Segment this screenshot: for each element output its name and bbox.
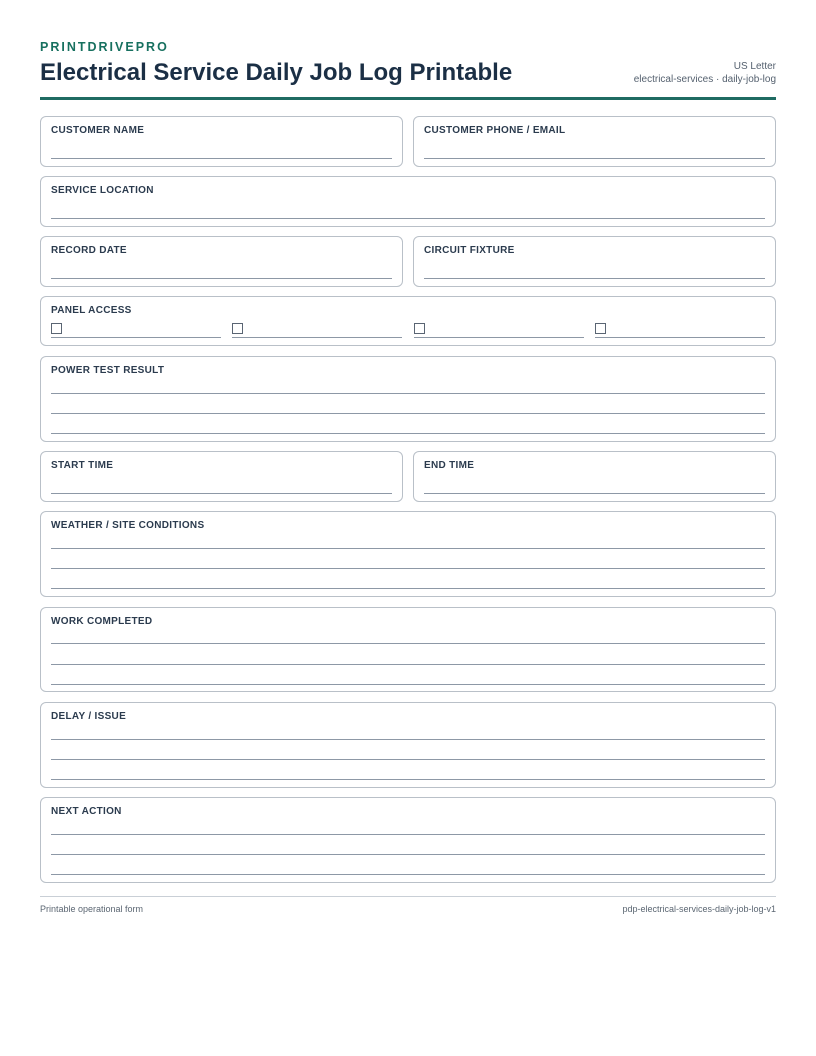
write-line[interactable] [51, 433, 765, 434]
field-label: SERVICE LOCATION [51, 185, 154, 196]
field-label: START TIME [51, 460, 114, 471]
write-line[interactable] [51, 643, 765, 644]
write-line[interactable] [424, 158, 765, 159]
checkbox[interactable] [51, 323, 62, 334]
write-line[interactable] [51, 158, 392, 159]
header-divider [40, 97, 776, 100]
circuit-fixture-field[interactable] [413, 236, 776, 287]
breadcrumb: electrical-services · daily-job-log [633, 74, 776, 85]
write-line[interactable] [51, 393, 765, 394]
write-line[interactable] [51, 684, 765, 685]
write-line[interactable] [51, 664, 765, 665]
write-line[interactable] [51, 588, 765, 589]
write-line[interactable] [51, 874, 765, 875]
field-label: CIRCUIT FIXTURE [424, 245, 515, 256]
field-label: POWER TEST RESULT [51, 365, 165, 376]
brand-logo: PRINTDRIVEPRO [40, 40, 169, 54]
document-meta [634, 60, 776, 86]
weather-site-field[interactable] [40, 511, 776, 597]
end-time-field[interactable] [413, 451, 776, 502]
write-line[interactable] [51, 548, 765, 549]
field-label: WEATHER / SITE CONDITIONS [51, 520, 205, 531]
customer-name-field[interactable] [40, 116, 403, 167]
checkbox-option[interactable] [232, 323, 402, 338]
checkbox-option[interactable] [595, 323, 765, 338]
field-label: WORK COMPLETED [51, 616, 153, 627]
write-line[interactable] [51, 413, 765, 414]
write-line[interactable] [51, 218, 765, 219]
work-completed-field[interactable] [40, 607, 776, 692]
field-label: CUSTOMER PHONE / EMAIL [424, 125, 566, 136]
write-line[interactable] [51, 834, 765, 835]
write-line[interactable] [51, 759, 765, 760]
checkbox[interactable] [595, 323, 606, 334]
checkbox-option[interactable] [51, 323, 221, 338]
write-line[interactable] [51, 854, 765, 855]
field-label: PANEL ACCESS [51, 305, 132, 316]
checkbox-option[interactable] [414, 323, 584, 338]
start-time-field[interactable] [40, 451, 403, 502]
customer-contact-field[interactable] [413, 116, 776, 167]
write-line[interactable] [51, 779, 765, 780]
checkbox[interactable] [232, 323, 243, 334]
record-date-field[interactable] [40, 236, 403, 287]
footer-divider [40, 896, 776, 897]
field-label: DELAY / ISSUE [51, 711, 127, 722]
write-line[interactable] [424, 493, 765, 494]
service-location-field[interactable] [40, 176, 776, 227]
form-id: pdp-electrical-services-daily-job-log-v1 [622, 904, 776, 914]
write-line[interactable] [424, 278, 765, 279]
field-label: END TIME [424, 460, 475, 471]
write-line[interactable] [51, 568, 765, 569]
panel-access-field [40, 296, 776, 346]
paper-size: US Letter [733, 61, 776, 72]
field-label: RECORD DATE [51, 245, 127, 256]
write-line[interactable] [51, 493, 392, 494]
delay-issue-field[interactable] [40, 702, 776, 788]
page-title: Electrical Service Daily Job Log Printable [40, 59, 513, 86]
checkbox[interactable] [414, 323, 425, 334]
footer-note: Printable operational form [40, 904, 144, 914]
field-label: CUSTOMER NAME [51, 125, 145, 136]
power-test-result-field[interactable] [40, 356, 776, 442]
field-label: NEXT ACTION [51, 806, 122, 817]
next-action-field[interactable] [40, 797, 776, 883]
write-line[interactable] [51, 278, 392, 279]
write-line[interactable] [51, 739, 765, 740]
